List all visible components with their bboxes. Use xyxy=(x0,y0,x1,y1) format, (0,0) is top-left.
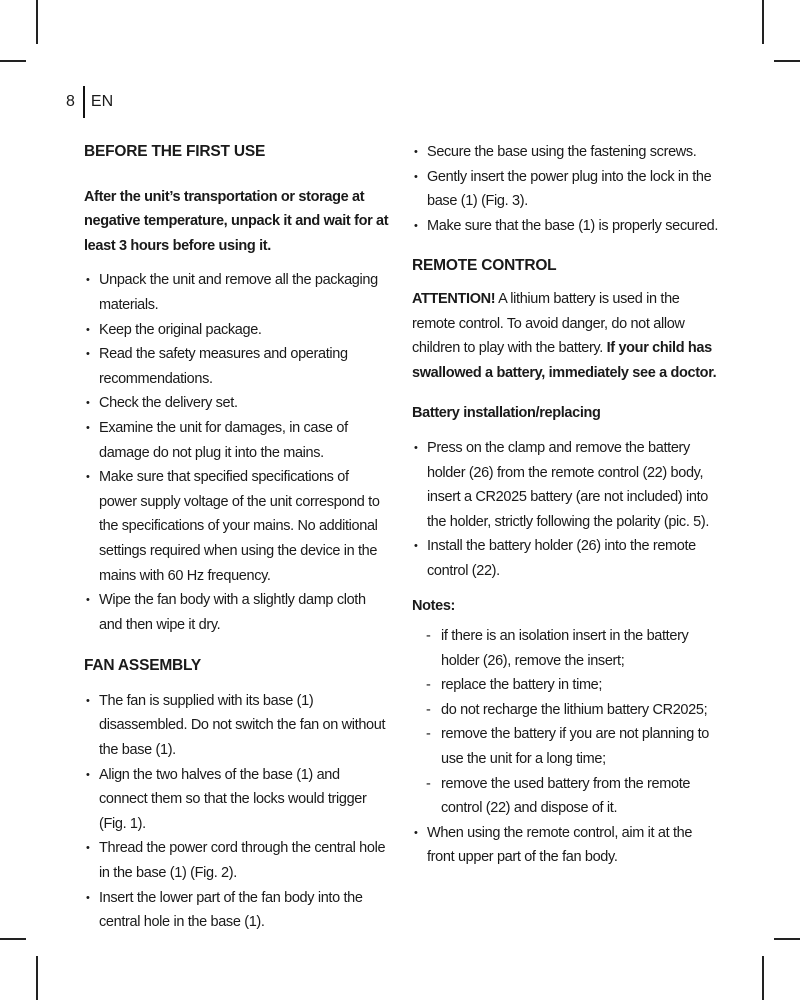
crop-mark xyxy=(36,0,38,44)
attention-paragraph xyxy=(412,287,722,385)
list-item: • Examine the unit for damages, in case of damage do not plug it into the mains. xyxy=(84,416,390,465)
attention-text: A lithium battery is used in the remote control. To avoid danger, do not allow children to play with the battery. xyxy=(412,290,685,357)
list-item: • The fan is supplied with its base (1) disassembled. Do not switch the fan on without the base (1). xyxy=(84,689,390,763)
section-heading-fan-assembly: FAN ASSEMBLY xyxy=(84,657,202,675)
list-item: • Gently insert the power plug into the lock in the base (1) (Fig. 3). xyxy=(412,165,722,214)
crop-mark xyxy=(762,0,764,44)
intro-paragraph: After the unit’s transportation or storage at negative temperature, unpack it and wait for at least 3 hours before using it. xyxy=(84,188,389,254)
fan-assembly-list xyxy=(84,689,390,935)
crop-mark xyxy=(0,938,26,940)
subsection-heading-battery: Battery installation/replacing xyxy=(412,405,601,422)
section-heading-remote-control: REMOTE CONTROL xyxy=(412,257,557,275)
crop-mark xyxy=(36,956,38,1000)
notes-heading: Notes: xyxy=(412,597,456,614)
page-header xyxy=(66,86,113,118)
list-item: • Install the battery holder (26) into the remote control (22). xyxy=(412,534,722,583)
list-item: • Thread the power cord through the central hole in the base (1) (Fig. 2). xyxy=(84,836,390,885)
language-code: EN xyxy=(90,93,114,110)
notes-list xyxy=(412,624,722,821)
attention-label: ATTENTION! xyxy=(412,290,496,307)
note-item: - if there is an isolation insert in the battery holder (26), remove the insert; xyxy=(426,624,722,673)
list-item: • When using the remote control, aim it at the front upper part of the fan body. xyxy=(412,821,722,870)
crop-mark xyxy=(774,938,800,940)
list-item: • Read the safety measures and operating recommendations. xyxy=(84,342,390,391)
list-item: • Make sure that specified specifications of power supply voltage of the unit correspond to the specifications of your mains. No additional settings required when using the device in the mains with 60 Hz frequency. xyxy=(84,465,390,588)
before-first-use-list xyxy=(84,268,390,637)
page-number: 8 xyxy=(66,93,75,110)
list-item: • Insert the lower part of the fan body into the central hole in the base (1). xyxy=(84,886,390,935)
note-item: - remove the used battery from the remote control (22) and dispose of it. xyxy=(426,772,722,821)
section-heading-before-first-use: BEFORE THE FIRST USE xyxy=(84,143,266,160)
note-item: - replace the battery in time; xyxy=(426,673,722,698)
list-item: • Align the two halves of the base (1) and connect them so that the locks would trigger (Fig. 1). xyxy=(84,763,390,837)
crop-mark xyxy=(762,956,764,1000)
list-item: • Make sure that the base (1) is properly secured. xyxy=(412,214,722,239)
remote-usage-list xyxy=(412,821,722,870)
battery-list xyxy=(412,436,722,584)
left-column xyxy=(84,140,390,935)
header-divider xyxy=(83,86,85,118)
right-column xyxy=(412,140,722,870)
fan-assembly-continued-list xyxy=(412,140,722,238)
attention-warning: If your child has swallowed a battery, immediately see a doctor. xyxy=(412,340,717,381)
list-item: • Keep the original package. xyxy=(84,318,390,343)
note-item: - do not recharge the lithium battery CR2025; xyxy=(426,698,722,723)
note-item: - remove the battery if you are not planning to use the unit for a long time; xyxy=(426,722,722,771)
list-item: • Unpack the unit and remove all the packaging materials. xyxy=(84,268,390,317)
list-item: • Secure the base using the fastening screws. xyxy=(412,140,722,165)
crop-mark xyxy=(774,60,800,62)
list-item: • Check the delivery set. xyxy=(84,391,390,416)
crop-mark xyxy=(0,60,26,62)
list-item: • Press on the clamp and remove the battery holder (26) from the remote control (22) body, insert a CR2025 battery (are not included) into the holder, strictly following the polarity (pic. 5). xyxy=(412,436,722,534)
list-item: • Wipe the fan body with a slightly damp cloth and then wipe it dry. xyxy=(84,588,390,637)
